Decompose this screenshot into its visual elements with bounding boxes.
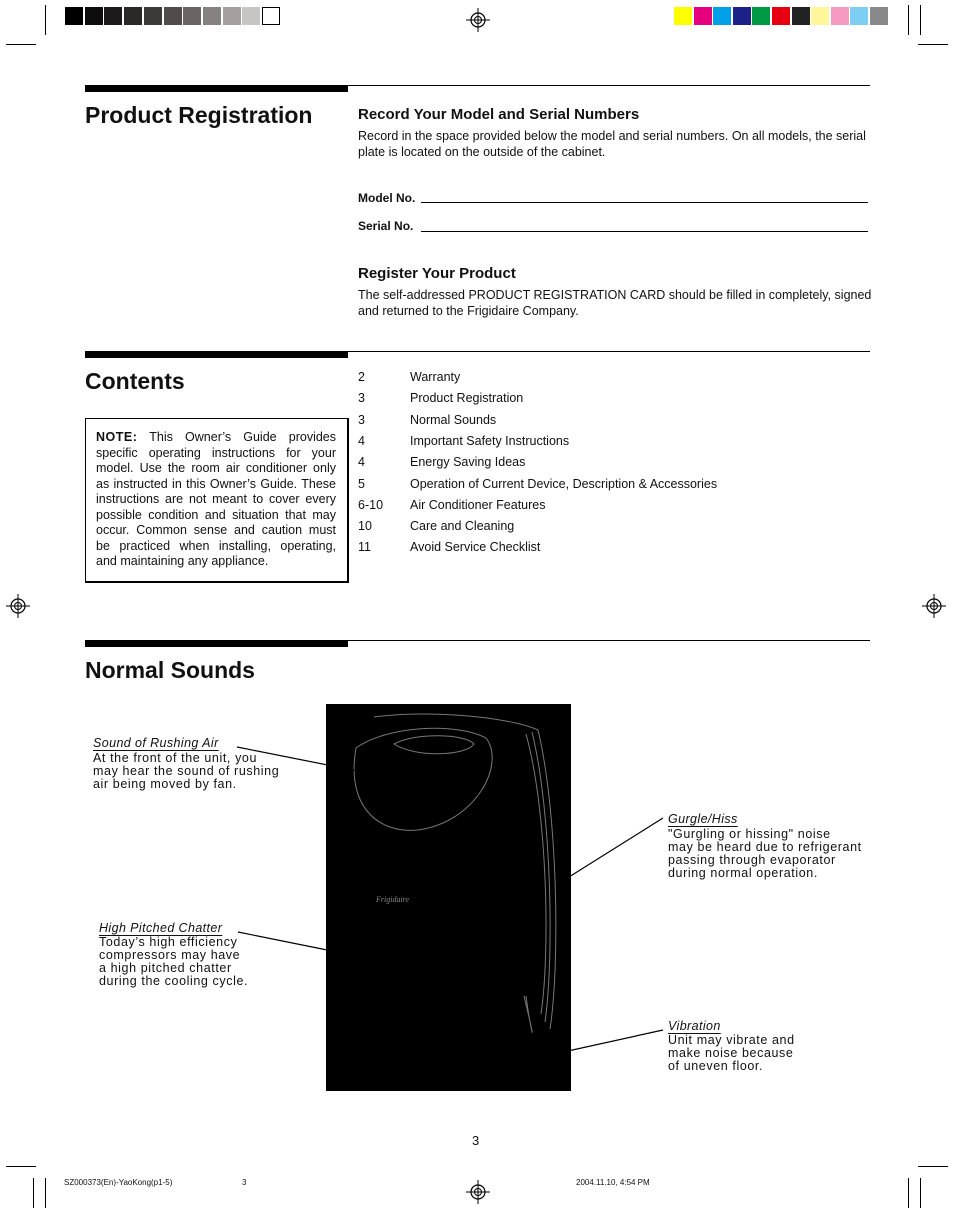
toc-page: 10 bbox=[358, 519, 372, 534]
toc-page: 2 bbox=[358, 370, 365, 384]
toc-item: Air Conditioner Features bbox=[410, 497, 546, 512]
page-number: 3 bbox=[472, 1133, 480, 1148]
serial-label: Serial No. bbox=[358, 219, 414, 233]
toc-page: 3 bbox=[358, 391, 365, 406]
toc-page: 4 bbox=[358, 433, 365, 448]
callout-text: "Gurgling or hissing" noise may be heard due to refrigerant passing through evaporator during normal operation. bbox=[668, 827, 862, 880]
toc-item: Energy Saving Ideas bbox=[410, 455, 526, 470]
toc-item: Avoid Service Checklist bbox=[410, 540, 541, 555]
callout-text: At the front of the unit, you may hear the sound of rushing air being moved by fan. bbox=[93, 751, 280, 791]
toc-item: Operation of Current Device, Description & Accessories bbox=[410, 476, 718, 491]
toc-item: Important Safety Instructions bbox=[410, 433, 570, 448]
callout-title: High Pitched Chatter bbox=[99, 921, 223, 935]
footer-date: 2004.11.10, 4:54 PM bbox=[576, 1178, 650, 1187]
callout-arrow bbox=[527, 1030, 663, 1060]
registration-title: Product Registration bbox=[85, 102, 313, 128]
toc-page: 3 bbox=[358, 412, 365, 427]
toc-item: Product Registration bbox=[410, 391, 524, 406]
note-label: NOTE: bbox=[96, 430, 138, 444]
model-label: Model No. bbox=[358, 191, 416, 205]
record-text: Record in the space provided below the model and serial numbers. On all models, the serial plate is located on the outside of the cabinet. bbox=[358, 129, 866, 159]
toc-item: Care and Cleaning bbox=[410, 519, 515, 534]
brand-logo: Frigidaire bbox=[376, 895, 410, 904]
toc-page: 4 bbox=[358, 455, 365, 470]
callout-text: Today’s high efficiency compressors may have a high pitched chatter during the cooling cycle. bbox=[99, 935, 249, 988]
toc-page: 5 bbox=[358, 476, 365, 491]
register-text: The self-addressed PRODUCT REGISTRATION CARD should be filled in completely, signed and returned to the Frigidaire Company. bbox=[358, 288, 872, 318]
record-heading: Record Your Model and Serial Numbers bbox=[358, 106, 640, 123]
footer-page: 3 bbox=[242, 1178, 247, 1187]
toc-item: Warranty bbox=[410, 370, 461, 384]
toc-item: Normal Sounds bbox=[410, 412, 497, 427]
toc-page: 11 bbox=[358, 540, 371, 555]
callout-title: Vibration bbox=[668, 1019, 721, 1033]
callout-text: Unit may vibrate and make noise because of uneven floor. bbox=[668, 1033, 795, 1073]
callout-arrow bbox=[561, 818, 663, 882]
callout-title: Gurgle/Hiss bbox=[668, 812, 738, 826]
register-heading: Register Your Product bbox=[358, 265, 516, 282]
sounds-title: Normal Sounds bbox=[85, 657, 255, 683]
note-text: This Owner’s Guide provides specific operating instructions for your model. Use the room air conditioner only as instructed in this Owner’s Guide. These instructions are not meant to cover every possible condition and situation that may occur. Common sense and caution must be practiced when installing, operating, and maintaining any appliance. bbox=[96, 430, 336, 568]
toc-page: 6-10 bbox=[358, 497, 384, 512]
callout-arrow bbox=[238, 932, 337, 952]
contents-title: Contents bbox=[85, 368, 185, 394]
footer-file: SZ000373(En)-YaoKong(p1-5) bbox=[64, 1178, 173, 1187]
callout-title: Sound of Rushing Air bbox=[93, 736, 219, 750]
